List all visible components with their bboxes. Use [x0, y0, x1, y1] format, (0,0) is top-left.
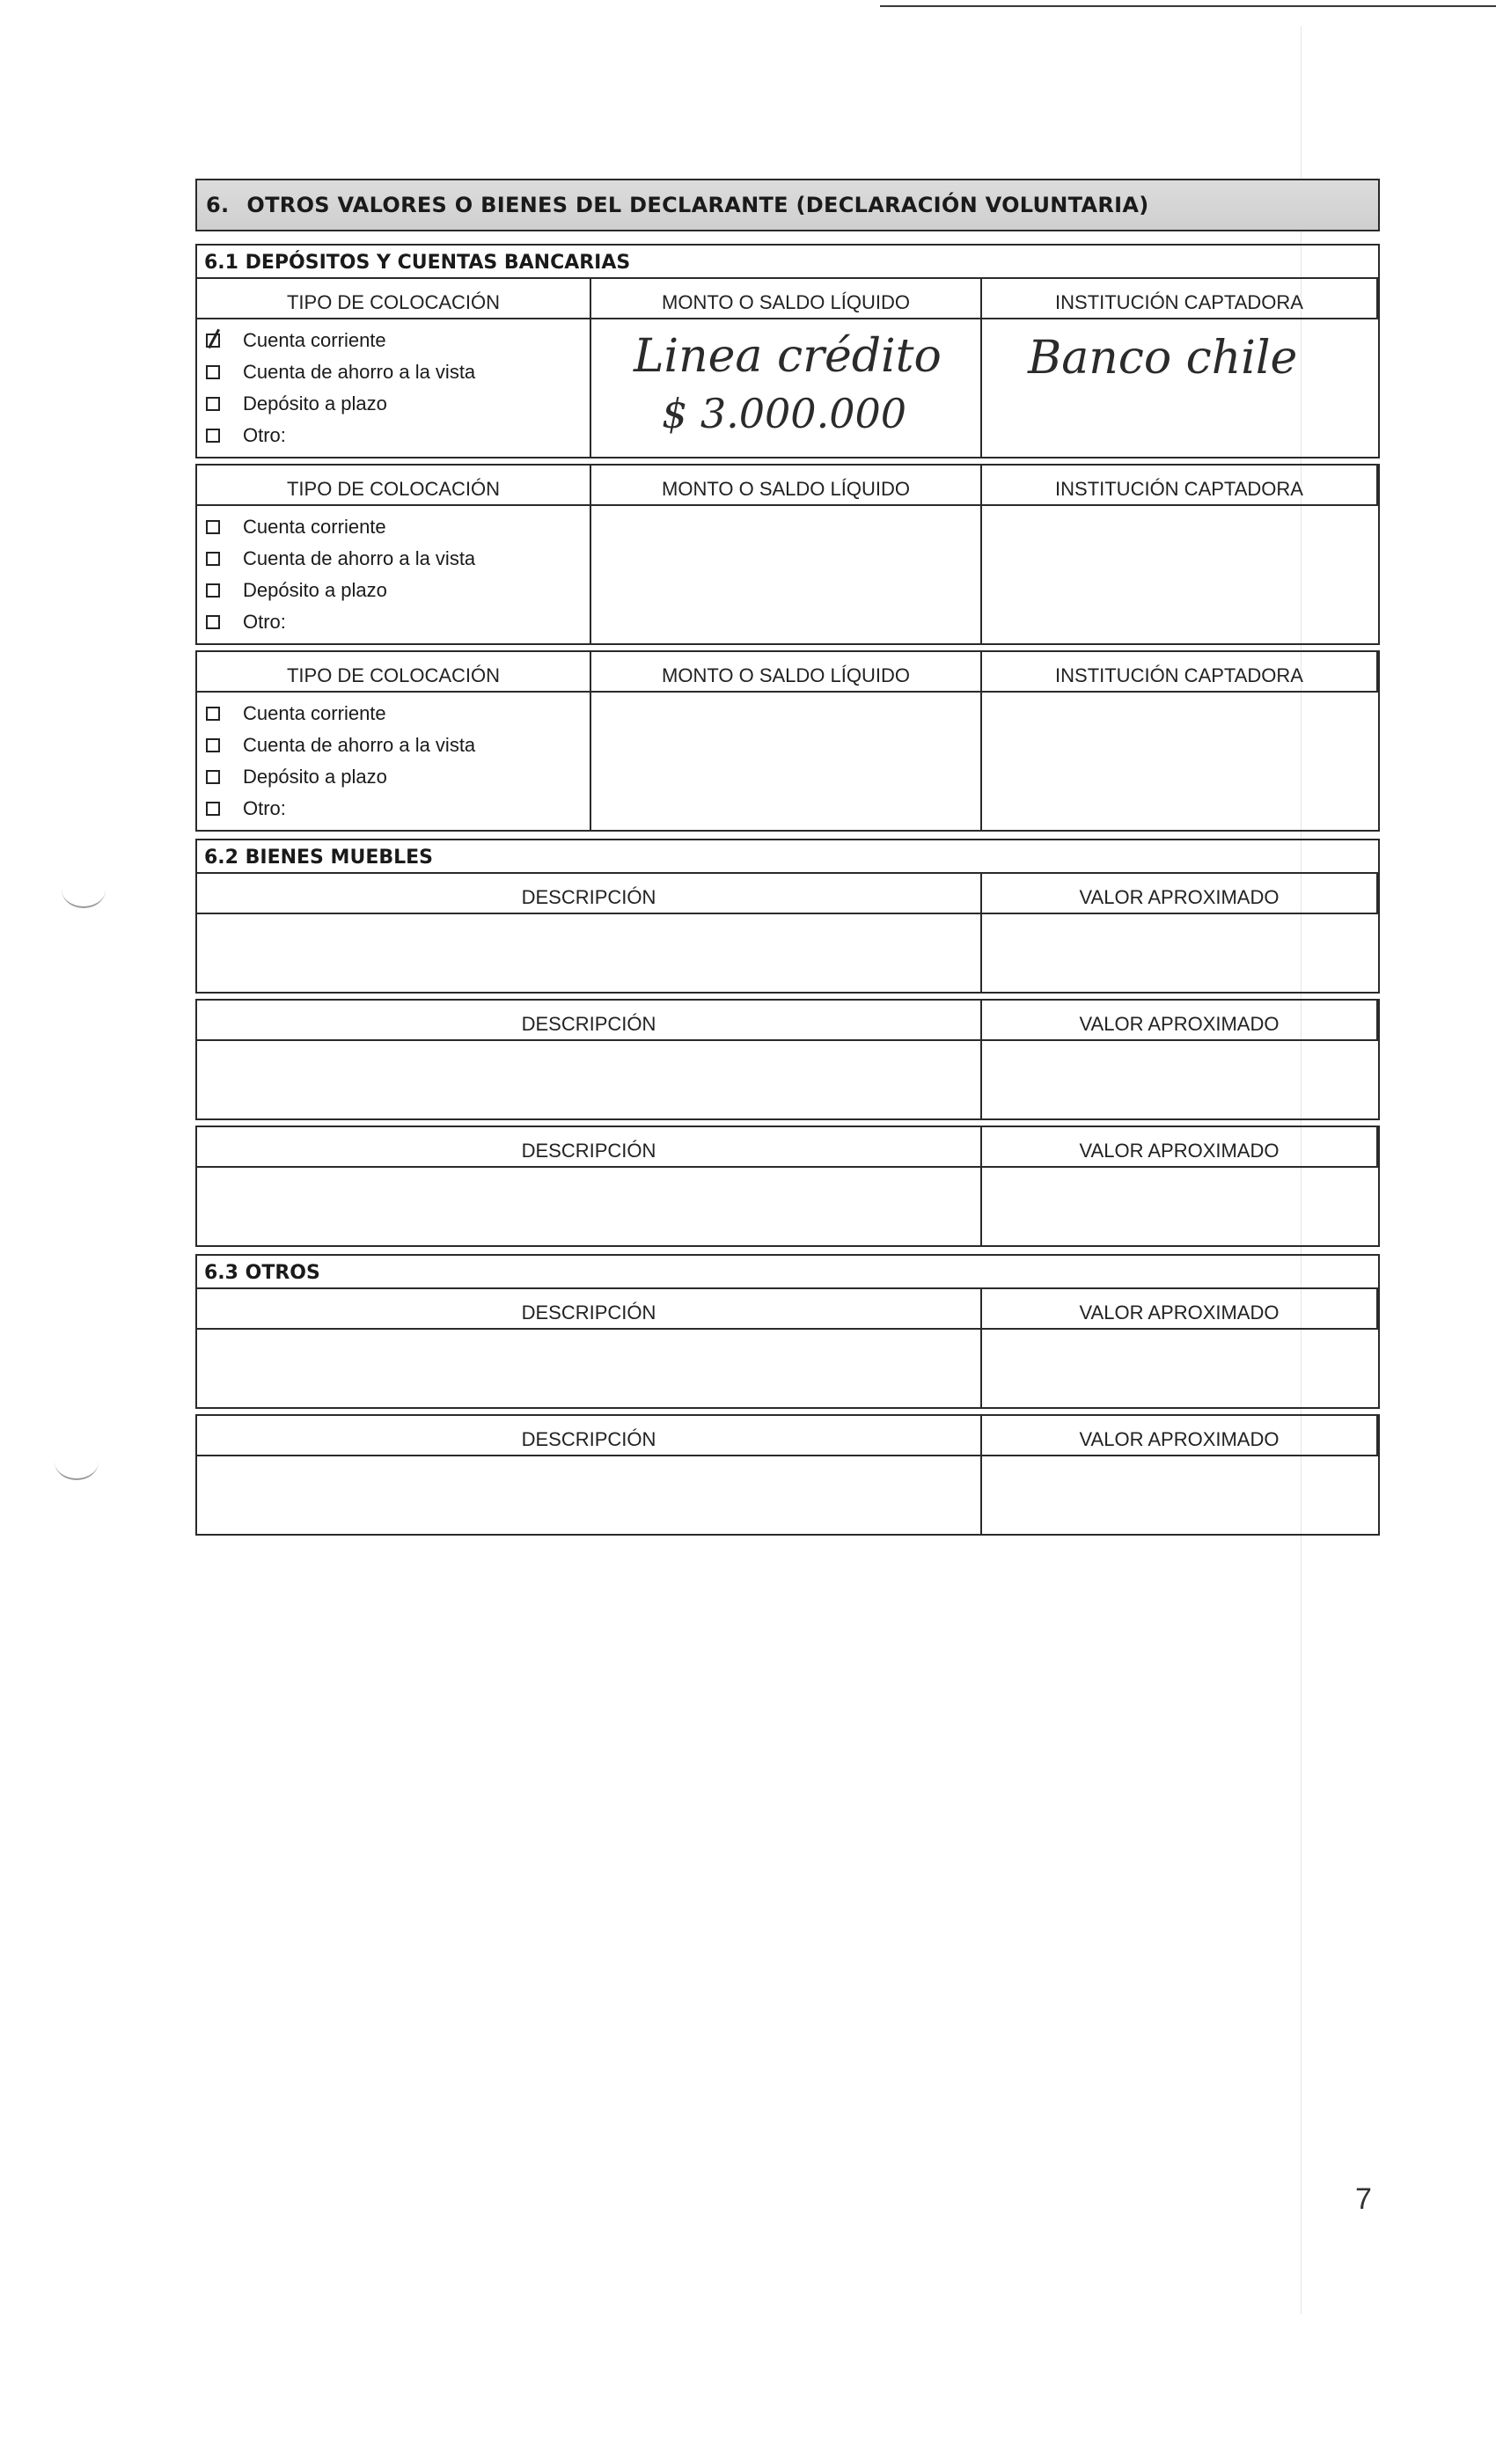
option-item	[206, 575, 590, 606]
valor-cell[interactable]	[982, 1456, 1378, 1534]
descripcion-cell[interactable]	[197, 1456, 982, 1534]
description-row	[195, 999, 1380, 1120]
checkbox-icon[interactable]	[206, 802, 220, 816]
header-valor: VALOR APROXIMADO	[982, 1289, 1378, 1330]
section-number: 6.	[206, 193, 230, 217]
option-item	[206, 543, 590, 575]
option-list	[197, 319, 590, 457]
option-label: Cuenta de ahorro a la vista	[243, 547, 476, 569]
header-tipo: TIPO DE COLOCACIÓN	[197, 652, 591, 693]
description-row	[195, 1126, 1380, 1247]
monto-cell[interactable]	[591, 506, 982, 643]
header-descripcion: DESCRIPCIÓN	[197, 1127, 982, 1168]
header-monto: MONTO O SALDO LÍQUIDO	[591, 652, 982, 693]
monto-handwritten-line2: $ 3.000.000	[662, 390, 906, 437]
option-item	[206, 606, 590, 638]
institucion-cell[interactable]	[982, 319, 1378, 457]
checkbox-icon[interactable]	[206, 552, 220, 566]
option-item	[206, 761, 590, 793]
description-row	[195, 1414, 1380, 1536]
option-label: Cuenta corriente	[243, 329, 386, 351]
option-item	[206, 388, 590, 420]
description-row	[195, 1289, 1380, 1409]
option-label: Cuenta corriente	[243, 516, 386, 538]
page-number: 7	[1355, 2182, 1372, 2216]
checkbox-icon[interactable]	[206, 520, 220, 534]
tipo-cell	[197, 506, 591, 643]
descripcion-cell[interactable]	[197, 1168, 982, 1245]
valor-cell[interactable]	[982, 1041, 1378, 1118]
checkbox-icon[interactable]	[206, 707, 220, 721]
checkbox-icon[interactable]	[206, 770, 220, 784]
monto-handwritten-line1: Linea crédito	[634, 330, 942, 383]
checkbox-icon[interactable]	[206, 615, 220, 629]
option-item	[206, 325, 590, 356]
descripcion-cell[interactable]	[197, 914, 982, 992]
header-valor: VALOR APROXIMADO	[982, 874, 1378, 914]
checkbox-icon[interactable]	[206, 365, 220, 379]
header-institucion: INSTITUCIÓN CAPTADORA	[982, 466, 1378, 506]
header-descripcion: DESCRIPCIÓN	[197, 1416, 982, 1456]
tipo-cell	[197, 693, 591, 830]
deposit-entry	[195, 650, 1380, 832]
checkbox-icon[interactable]	[206, 429, 220, 443]
option-label: Depósito a plazo	[243, 579, 387, 601]
description-row	[195, 874, 1380, 994]
option-label: Cuenta de ahorro a la vista	[243, 734, 476, 756]
header-monto: MONTO O SALDO LÍQUIDO	[591, 279, 982, 319]
option-item	[206, 420, 590, 451]
header-valor: VALOR APROXIMADO	[982, 1416, 1378, 1456]
option-label: Cuenta de ahorro a la vista	[243, 361, 476, 383]
checkbox-icon[interactable]	[206, 738, 220, 752]
institucion-cell[interactable]	[982, 693, 1378, 830]
header-tipo: TIPO DE COLOCACIÓN	[197, 466, 591, 506]
header-tipo: TIPO DE COLOCACIÓN	[197, 279, 591, 319]
muebles-title: 6.2 BIENES MUEBLES	[195, 839, 1380, 874]
header-institucion: INSTITUCIÓN CAPTADORA	[982, 652, 1378, 693]
option-label: Depósito a plazo	[243, 392, 387, 414]
checkbox-icon[interactable]	[206, 334, 220, 348]
header-institucion: INSTITUCIÓN CAPTADORA	[982, 279, 1378, 319]
header-monto: MONTO O SALDO LÍQUIDO	[591, 466, 982, 506]
monto-cell[interactable]	[591, 693, 982, 830]
option-item	[206, 793, 590, 825]
deposit-entry	[195, 279, 1380, 458]
valor-cell[interactable]	[982, 1168, 1378, 1245]
scan-border-line	[880, 5, 1496, 7]
tipo-cell	[197, 319, 591, 457]
header-valor: VALOR APROXIMADO	[982, 1127, 1378, 1168]
option-label: Depósito a plazo	[243, 766, 387, 788]
option-label: Otro:	[243, 424, 286, 446]
option-label: Cuenta corriente	[243, 702, 386, 724]
descripcion-cell[interactable]	[197, 1330, 982, 1407]
option-label: Otro:	[243, 611, 286, 633]
valor-cell[interactable]	[982, 914, 1378, 992]
institucion-handwritten: Banco chile	[1028, 332, 1298, 385]
section-title: OTROS VALORES O BIENES DEL DECLARANTE (DECLARACIÓN VOLUNTARIA)	[246, 193, 1149, 217]
header-descripcion: DESCRIPCIÓN	[197, 1001, 982, 1041]
valor-cell[interactable]	[982, 1330, 1378, 1407]
option-item	[206, 511, 590, 543]
deposit-entry	[195, 464, 1380, 645]
option-list	[197, 693, 590, 830]
deposits-title: 6.1 DEPÓSITOS Y CUENTAS BANCARIAS	[195, 244, 1380, 279]
monto-cell[interactable]	[591, 319, 982, 457]
option-label: Otro:	[243, 797, 286, 819]
option-item	[206, 698, 590, 730]
option-list	[197, 506, 590, 643]
otros-title: 6.3 OTROS	[195, 1254, 1380, 1289]
option-item	[206, 356, 590, 388]
declaration-form	[195, 179, 1380, 1536]
punch-hole-mark	[62, 871, 106, 908]
option-item	[206, 730, 590, 761]
institucion-cell[interactable]	[982, 506, 1378, 643]
section-header	[195, 179, 1380, 231]
descripcion-cell[interactable]	[197, 1041, 982, 1118]
header-valor: VALOR APROXIMADO	[982, 1001, 1378, 1041]
checkbox-icon[interactable]	[206, 397, 220, 411]
header-descripcion: DESCRIPCIÓN	[197, 874, 982, 914]
checkbox-icon[interactable]	[206, 583, 220, 598]
punch-hole-mark	[55, 1443, 99, 1480]
header-descripcion: DESCRIPCIÓN	[197, 1289, 982, 1330]
